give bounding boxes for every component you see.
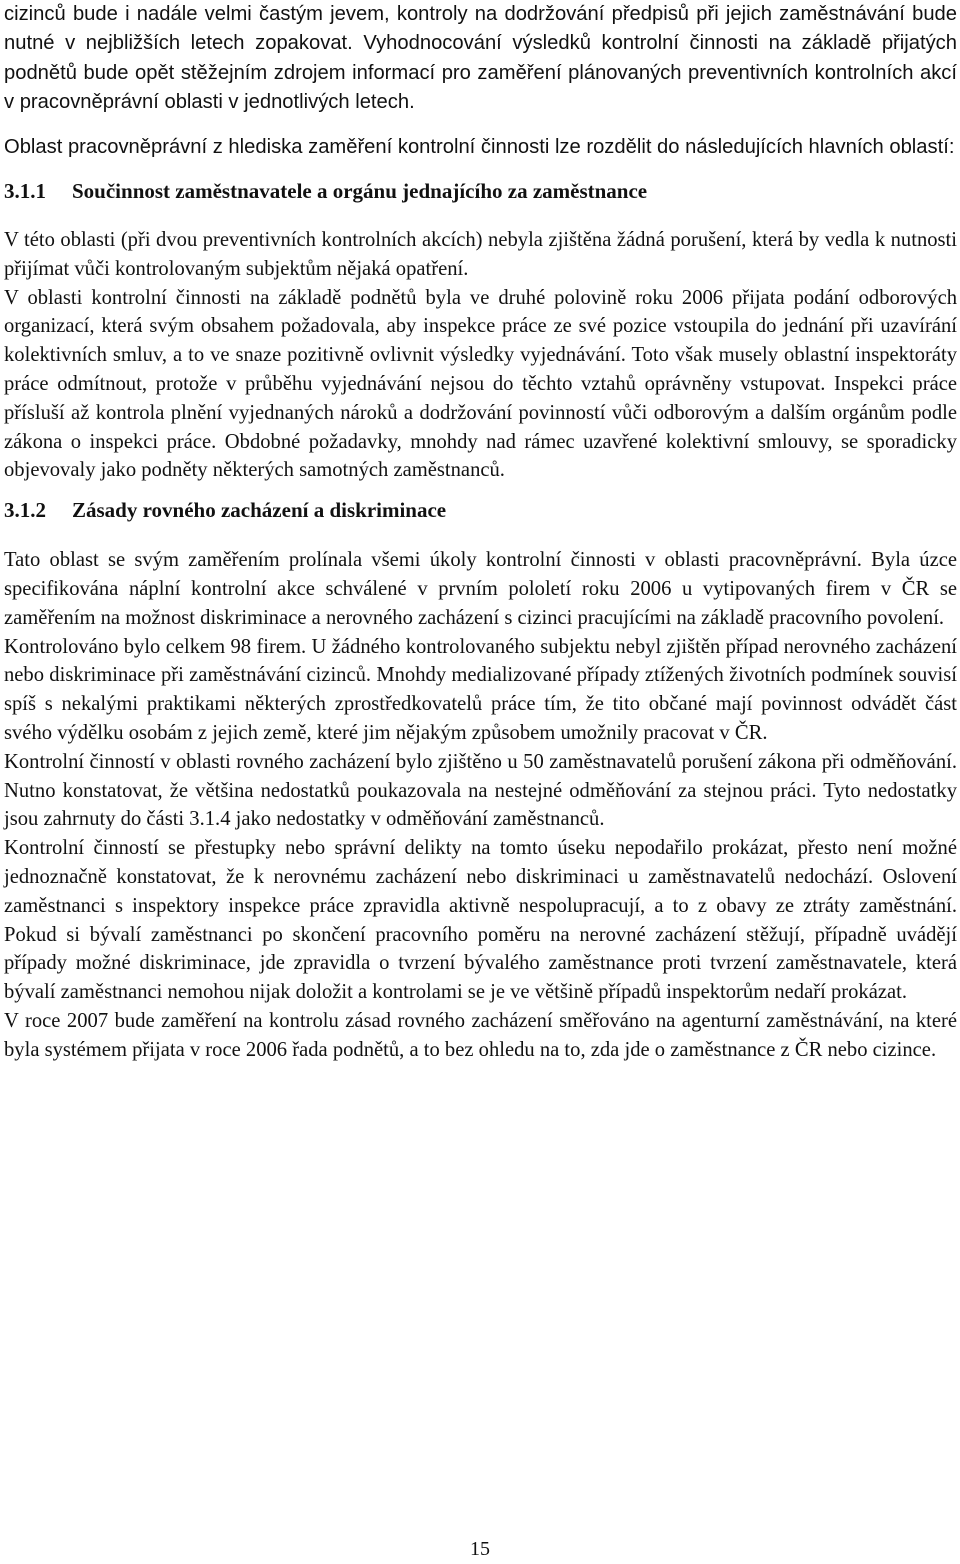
body-paragraph: Kontrolní činností se přestupky nebo správní delikty na tomto úseku nepodařilo prokázat, přesto není možné jednoznačně konstatovat, že k nerovnému zacházení nebo diskriminaci u zaměstnavatelů nedochází. Oslovení zaměstnanci s inspektory inspekce práce zpravidla aktivně nespolupracují, a to z obavy ze ztráty zaměstnání. Pokud si bývalí zaměstnanci po skončení pracovního poměru na nerovné zacházení stěžují, případně uvádějí případy možné diskriminace, jde zpravidla o tvrzení bývalého zaměstnance proti tvrzení zaměstnavatele, která bývalí zaměstnanci nemohou nijak doložit a kontrolami se je ve většině případů inspektorům nedaří prokázat. [4, 837, 957, 1004]
body-paragraph: Kontrolováno bylo celkem 98 firem. U žádného kontrolovaného subjektu nebyl zjištěn případ nerovného zacházení nebo diskriminace při zaměstnávání cizinců. Mnohdy medializované případy ztížených životních podmínek souvisí spíš s nekalými praktikami některých zprostředkovatelů práce tím, že tito občané mají povinnost odvádět část svého výdělku osobám z jejich země, které jim nějakým způsobem umožnily pracovat v ČR. [4, 635, 957, 744]
body-paragraph: V této oblasti (při dvou preventivních kontrolních akcích) nebyla zjištěna žádná porušení, která by vedla k nutnosti přijímat vůči kontrolovaným subjektům nějaká opatření. [4, 229, 957, 280]
section-title: Zásady rovného zacházení a diskriminace [72, 498, 447, 523]
section-heading-3-1-1 [4, 176, 957, 206]
body-paragraph: Tato oblast se svým zaměřením prolínala všemi úkoly kontrolní činnosti v oblasti pracovněprávní. Byla úzce specifikována náplní kontrolní akce schválené v prvním pololetí roku 2006 u vytipovaných firem v ČR se zaměřením na možnost diskriminace a nerovného zacházení s cizinci pracujícími na základě pracovního povolení. [4, 549, 957, 629]
body-paragraph: V oblasti kontrolní činnosti na základě podnětů byla ve druhé polovině roku 2006 přijata podání odborových organizací, která svým obsahem požadovala, aby inspekce práce ze své pozice vstoupila do jednání při uzavírání kolektivních smluv, a to ve snaze pozitivně ovlivnit výsledky vyjednávání. Toto však musely oblastní inspektoráty práce odmítnout, protože v průběhu vyjednávání nejsou do těchto vztahů oprávněny vstupovat. Inspekci práce přísluší až kontrola plnění vyjednaných nároků a dodržování povinností vůči odborovým a dalším orgánům podle zákona o inspekci práce. Obdobné požadavky, mnohdy nad rámec uzavřené kolektivní smlouvy, se sporadicky objevovaly jako podněty některých samotných zaměstnanců. [4, 286, 957, 482]
section-heading-3-1-2 [4, 495, 957, 525]
areas-intro-paragraph: Oblast pracovněprávní z hlediska zaměření kontrolní činnosti lze rozdělit do následujících hlavních oblastí: [4, 135, 955, 158]
intro-paragraph: cizinců bude i nadále velmi častým jevem, kontroly na dodržování předpisů při jejich zaměstnávání bude nutné v nejbližších letech zopakovat. Vyhodnocování výsledků kontrolní činnosti na základě přijatých podnětů bude opět stěžejním zdrojem informací pro zaměření plánovaných preventivních kontrolních akcí v pracovněprávní oblasti v jednotlivých letech. [4, 3, 957, 114]
section-title: Součinnost zaměstnavatele a orgánu jednajícího za zaměstnance [72, 179, 648, 204]
section-number: 3.1.2 [4, 498, 46, 523]
document-page [4, 0, 957, 1065]
body-paragraph: V roce 2007 bude zaměření na kontrolu zásad rovného zacházení směřováno na agenturní zaměstnávání, na které byla systémem přijata v roce 2006 řada podnětů, a to bez ohledu na to, zda jde o zaměstnance z ČR nebo cizince. [4, 1009, 957, 1061]
page-number: 15 [470, 1538, 490, 1560]
body-paragraph: Kontrolní činností v oblasti rovného zacházení bylo zjištěno u 50 zaměstnavatelů porušení zákona při odměňování. Nutno konstatovat, že většina nedostatků poukazovala na nestejné odměňování za stejnou práci. Tyto nedostatky jsou zahrnuty do části 3.1.4 jako nedostatky v odměňování zaměstnanců. [4, 750, 957, 831]
section-number: 3.1.1 [4, 179, 46, 204]
